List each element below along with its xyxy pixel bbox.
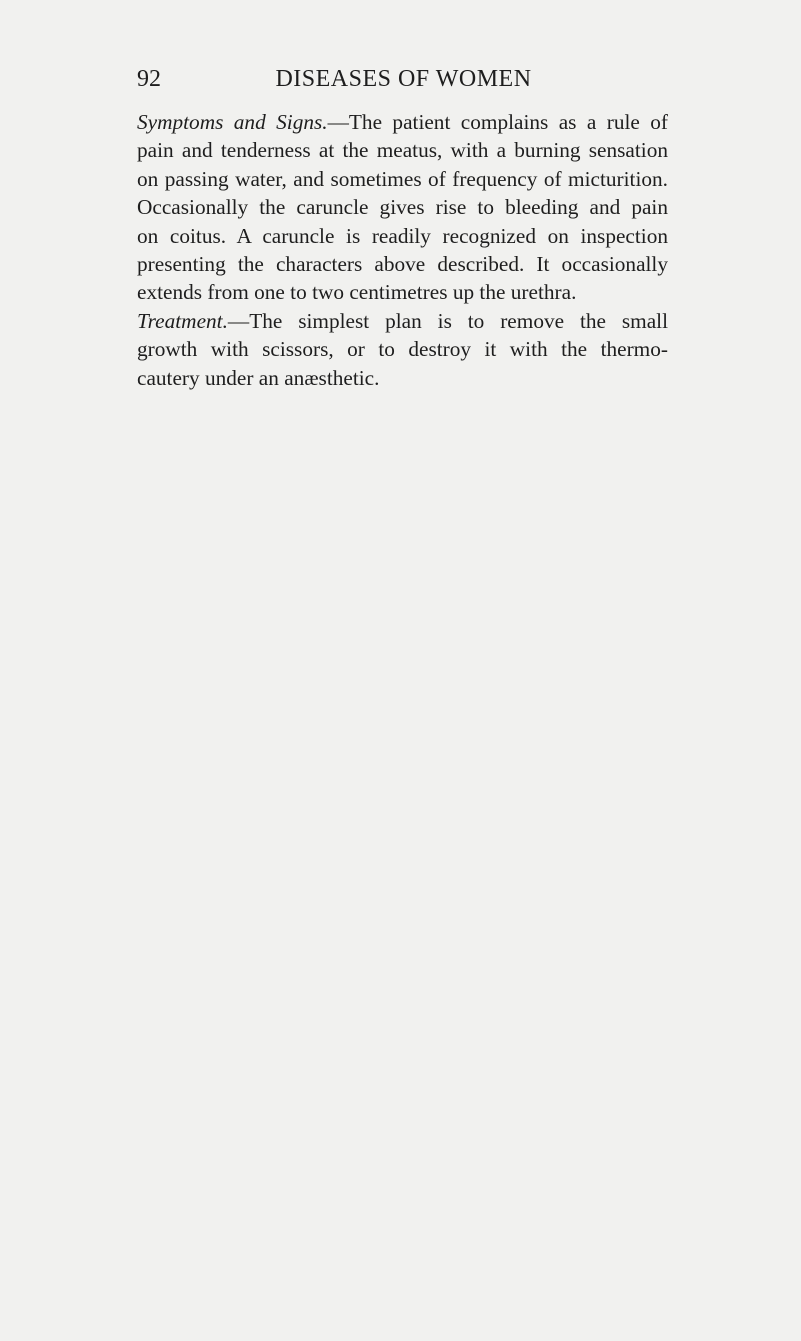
text-line: Occasionally the caruncle gives rise to bleeding and pain	[137, 195, 668, 220]
section-heading-treatment: Treatment.	[137, 308, 228, 333]
text-line: on passing water, and sometimes of frequency of micturition.	[137, 166, 668, 191]
page-number: 92	[137, 66, 161, 92]
text-line: extends from one to two centimetres up the urethra.	[137, 280, 577, 305]
text-line	[137, 108, 668, 136]
text-line-content: —The patient complains as a rule of	[327, 110, 668, 134]
text-line	[137, 307, 668, 335]
text-line: growth with scissors, or to destroy it with the thermo-	[137, 337, 668, 362]
paragraph-treatment	[137, 307, 668, 392]
running-header	[137, 62, 670, 96]
running-title: DISEASES OF WOMEN	[275, 66, 532, 92]
body-text	[137, 108, 668, 392]
text-line: pain and tenderness at the meatus, with a burning sensation	[137, 138, 668, 163]
section-heading-symptoms: Symptoms and Signs.	[137, 110, 328, 134]
text-line-content: —The simplest plan is to remove the small	[227, 308, 668, 333]
text-line: cautery under an anæsthetic.	[137, 365, 380, 390]
text-line: presenting the characters above described. It occasionally	[137, 252, 668, 277]
paragraph-symptoms	[137, 108, 668, 307]
text-line: on coitus. A caruncle is readily recognized on inspection	[137, 223, 668, 248]
